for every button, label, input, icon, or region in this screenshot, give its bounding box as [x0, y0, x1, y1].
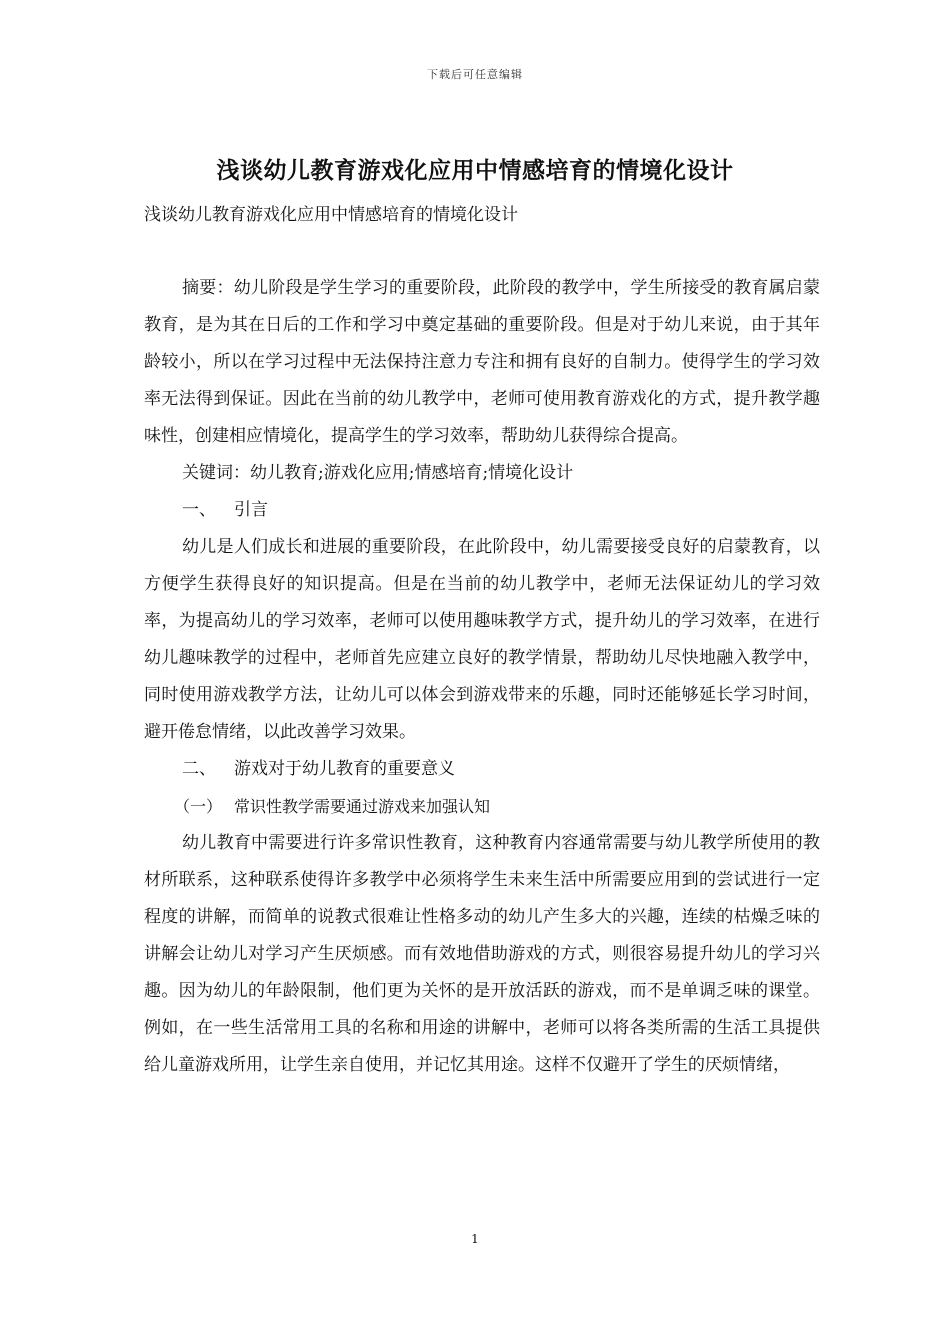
- section-title: 引言: [234, 500, 268, 520]
- document-body: [144, 270, 820, 1084]
- subsection-paragraph: 幼儿教育中需要进行许多常识性教育，这种教育内容通常需要与幼儿教学所使用的教材所联系，这种联系使得许多教学中必须将学生未来生活中所需要应用到的尝试进行一定程度的讲解，而简单的说教式很难让性格多动的幼儿产生多大的兴趣，连续的枯燥乏味的讲解会让幼儿对学习产生厌烦感。而有效地借助游戏的方式，则很容易提升幼儿的学习兴趣。因为幼儿的年龄限制，他们更为关怀的是开放活跃的游戏，而不是单调乏味的课堂。例如，在一些生活常用工具的名称和用途的讲解中，老师可以将各类所需的生活工具提供给儿童游戏所用，让学生亲自使用，并记忆其用途。这样不仅避开了学生的厌烦情绪，: [144, 833, 820, 1075]
- page-number: 1: [471, 1232, 479, 1246]
- section-number: 二、: [182, 759, 216, 779]
- subsection-number: （一）: [174, 797, 223, 816]
- subsection-heading: [144, 788, 820, 825]
- introduction-paragraph: 幼儿是人们成长和进展的重要阶段，在此阶段中，幼儿需要接受良好的启蒙教育，以方便学生获得良好的知识提高。但是在当前的幼儿教学中，老师无法保证幼儿的学习效率，为提高幼儿的学习效率，老师可以使用趣味教学方式，提升幼儿的学习效率，在进行幼儿趣味教学的过程中，老师首先应建立良好的教学情景，帮助幼儿尽快地融入教学中，同时使用游戏教学方法，让幼儿可以体会到游戏带来的乐趣，同时还能够延长学习时间，避开倦怠情绪，以此改善学习效果。: [144, 537, 820, 742]
- page-header-label: 下载后可任意编辑: [427, 68, 523, 81]
- subsection-title: 常识性教学需要通过游戏来加强认知: [234, 797, 491, 816]
- section-title: 游戏对于幼儿教育的重要意义: [234, 759, 455, 779]
- section-heading-significance: [144, 751, 820, 788]
- document-subtitle: 浅谈幼儿教育游戏化应用中情感培育的情境化设计: [144, 205, 518, 225]
- document-title: 浅谈幼儿教育游戏化应用中情感培育的情境化设计: [216, 157, 734, 184]
- section-number: 一、: [182, 500, 216, 520]
- section-heading-introduction: [144, 492, 820, 529]
- keywords-line: 关键词：幼儿教育;游戏化应用;情感培育;情境化设计: [182, 463, 574, 483]
- abstract-paragraph: 摘要：幼儿阶段是学生学习的重要阶段，此阶段的教学中，学生所接受的教育属启蒙教育，是为其在日后的工作和学习中奠定基础的重要阶段。但是对于幼儿来说，由于其年龄较小，所以在学习过程中无法保持注意力专注和拥有良好的自制力。使得学生的学习效率无法得到保证。因此在当前的幼儿教学中，老师可使用教育游戏化的方式，提升教学趣味性，创建相应情境化，提高学生的学习效率，帮助幼儿获得综合提高。: [144, 278, 820, 446]
